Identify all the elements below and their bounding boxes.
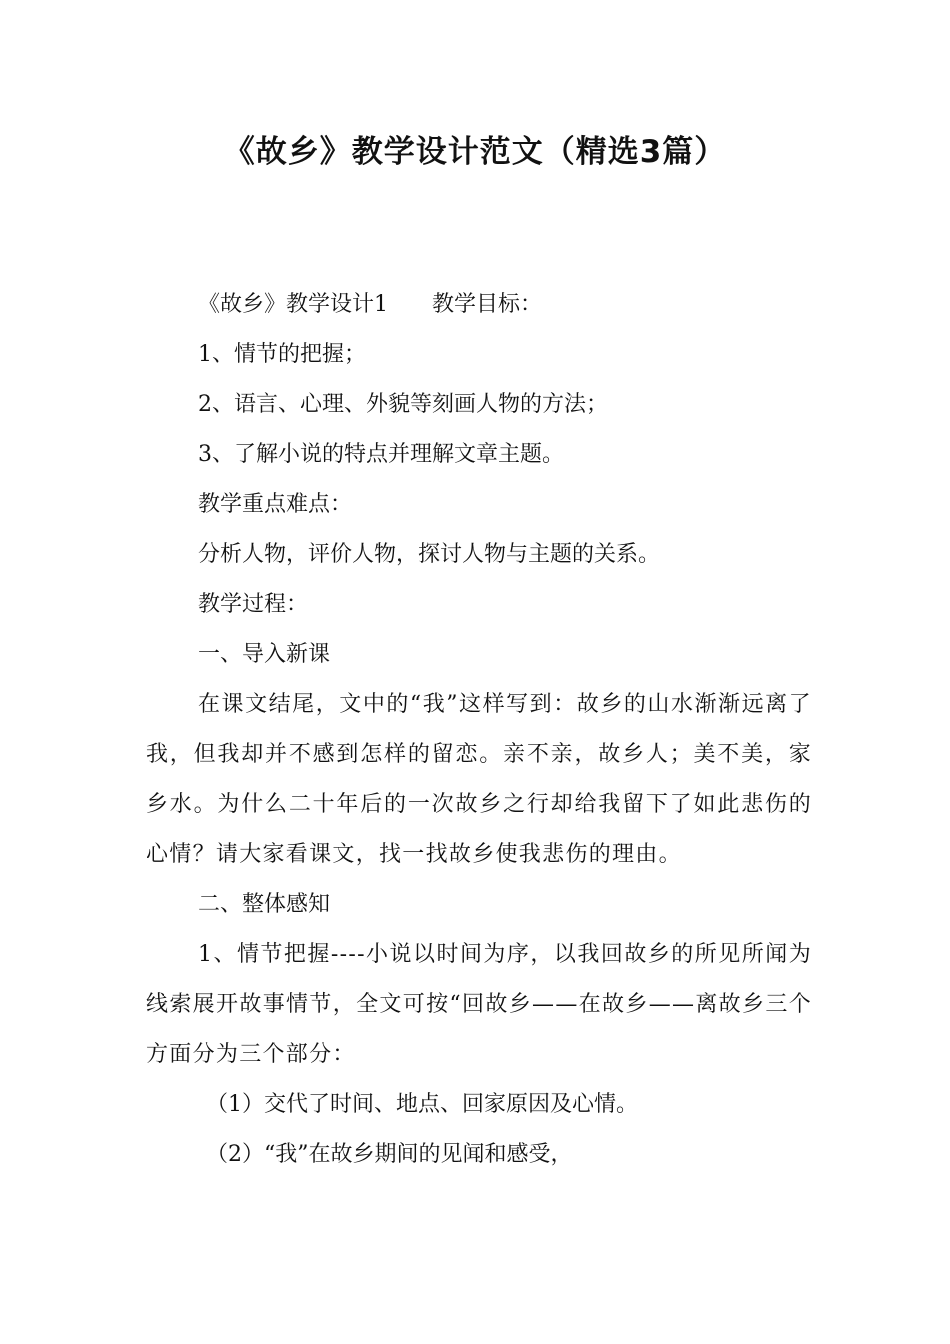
- process-label: 教学过程：: [198, 592, 309, 617]
- part-item: （2）“我”在故乡期间的见闻和感受，: [206, 1142, 573, 1167]
- document-title: 《故乡》教学设计范文（精选3篇）: [223, 134, 727, 170]
- objective-item: 2、语言、心理、外貌等刻画人物的方法；: [198, 392, 608, 417]
- step1-paragraph: 在课文结尾，文中的“我”这样写到：故乡的山水渐渐远离了我，但我却并不感到怎样的留恋。亲不亲，故乡人；美不美，家乡水。为什么二十年后的一次故乡之行却给我留下了如此悲伤的心情？请大家看课文，找一找故乡使我悲伤的理由。: [146, 692, 812, 867]
- key-points-text: 分析人物，评价人物，探讨人物与主题的关系。: [198, 542, 661, 567]
- objective-item: 3、了解小说的特点并理解文章主题。: [198, 442, 564, 467]
- document-body: [146, 280, 812, 1180]
- section-heading: 《故乡》教学设计1: [198, 292, 388, 317]
- step1-heading: 一、导入新课: [198, 642, 331, 667]
- step2-heading: 二、整体感知: [198, 892, 331, 917]
- key-points-label: 教学重点难点：: [198, 492, 353, 517]
- part-item: （1）交代了时间、地点、回家原因及心情。: [206, 1092, 638, 1117]
- objectives-label: 教学目标：: [432, 292, 543, 317]
- step2-paragraph: 1、情节把握----小说以时间为序，以我回故乡的所见所闻为线索展开故事情节，全文可按“回故乡——在故乡——离故乡三个方面分为三个部分：: [146, 942, 812, 1067]
- objective-item: 1、情节的把握；: [198, 342, 366, 367]
- section-heading-line: [146, 280, 812, 330]
